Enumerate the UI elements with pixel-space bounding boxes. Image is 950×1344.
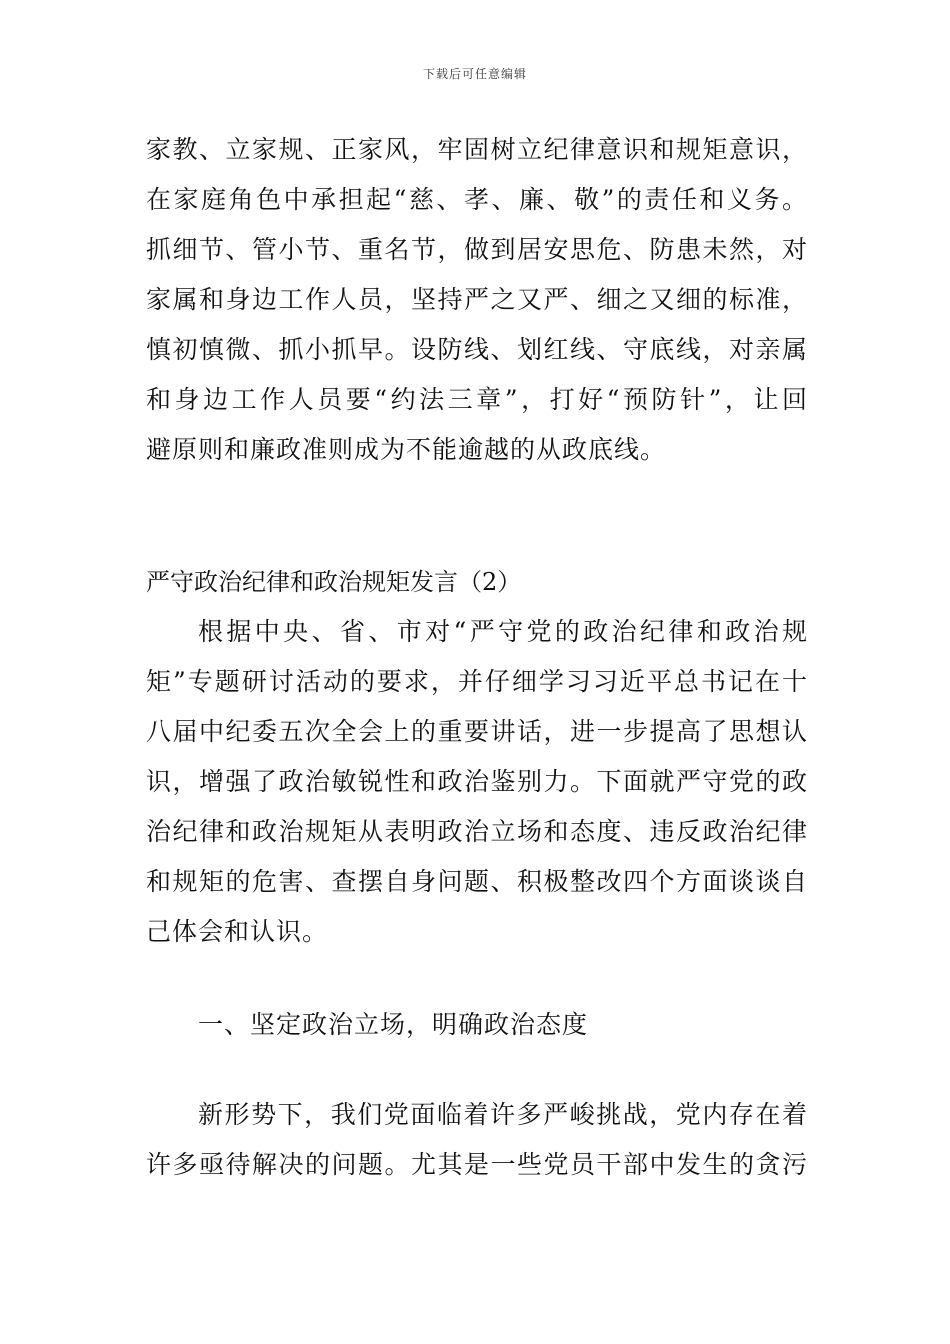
- text-line: 和身边工作人员要“约法三章”，打好“预防针”，让回: [146, 385, 808, 414]
- text-line: 矩”专题研讨活动的要求，并仔细学习习近平总书记在十: [146, 667, 808, 696]
- page-header: 下载后可任意编辑: [422, 67, 527, 81]
- text-line: 根据中央、省、市对“严守党的政治纪律和政治规: [198, 617, 808, 646]
- paragraph-introduction: [146, 607, 808, 957]
- text-line: 避原则和廉政准则成为不能逾越的从政底线。: [146, 435, 667, 464]
- spacer: [146, 957, 808, 1000]
- text-line: 和规矩的危害、查摆自身问题、积极整改四个方面谈谈自: [146, 867, 808, 896]
- section-heading: 一、坚定政治立场，明确政治态度: [198, 1010, 589, 1039]
- document-title: 严守政治纪律和政治规矩发言（2）: [146, 568, 522, 596]
- paragraph-new-situation: [146, 1090, 808, 1190]
- text-line: 新形势下，我们党面临着许多严峻挑战，党内存在着: [198, 1100, 808, 1129]
- text-line: 抓细节、管小节、重名节，做到居安思危、防患未然，对: [146, 235, 808, 264]
- text-line: 许多亟待解决的问题。尤其是一些党员干部中发生的贪污: [146, 1150, 808, 1179]
- text-line: 八届中纪委五次全会上的重要讲话，进一步提高了思想认: [146, 717, 808, 746]
- document-body: [146, 125, 808, 1190]
- text-line: 在家庭角色中承担起“慈、孝、廉、敬”的责任和义务。: [146, 185, 808, 214]
- text-line: 治纪律和政治规矩从表明政治立场和态度、违反政治纪律: [146, 817, 808, 846]
- text-line: 家教、立家规、正家风，牢固树立纪律意识和规矩意识，: [146, 135, 808, 164]
- paragraph-family-discipline: [146, 125, 808, 475]
- spacer: [146, 1050, 808, 1090]
- text-line: 慎初慎微、抓小抓早。设防线、划红线、守底线，对亲属: [146, 335, 808, 364]
- text-line: 家属和身边工作人员，坚持严之又严、细之又细的标准，: [146, 285, 808, 314]
- text-line: 己体会和认识。: [146, 917, 329, 946]
- spacer: [146, 475, 808, 557]
- text-line: 识，增强了政治敏锐性和政治鉴别力。下面就严守党的政: [146, 767, 808, 796]
